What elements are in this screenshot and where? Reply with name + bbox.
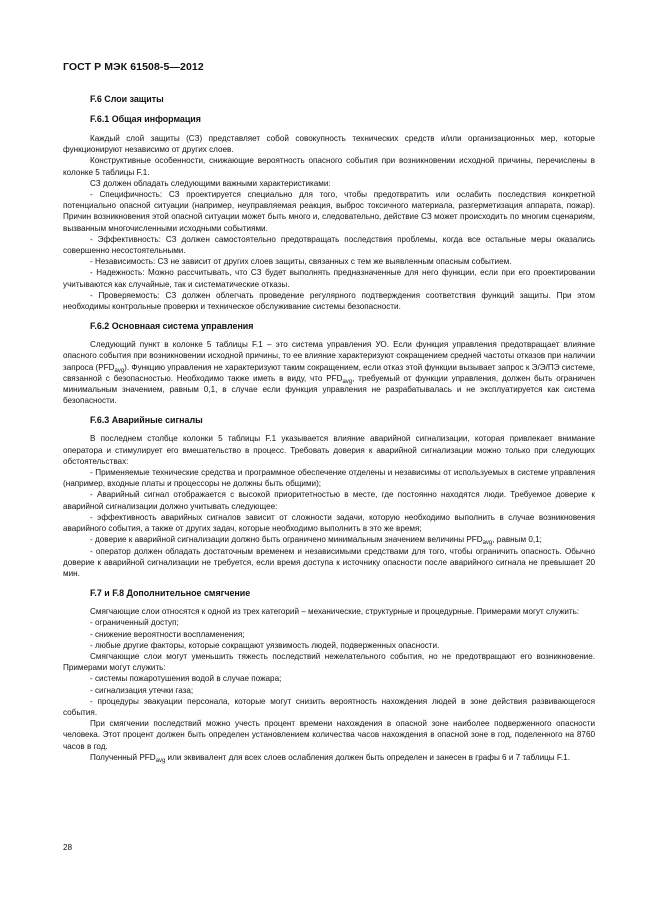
list-item: - системы пожаротушения водой в случае пожара; bbox=[90, 674, 282, 684]
running-header: ГОСТ Р МЭК 61508-5—2012 bbox=[63, 61, 204, 73]
paragraph: СЗ должен обладать следующими важными характеристиками: bbox=[90, 178, 331, 188]
subscript: avg bbox=[342, 378, 353, 385]
subscript: avg bbox=[114, 367, 125, 374]
page-body bbox=[63, 94, 595, 763]
subsection-title-f62: F.6.2 Основнаая система управления bbox=[90, 321, 254, 332]
list-item: - Независимость: СЗ не зависит от других слоев защиты, связанных с тем же выявленным опасным событием. bbox=[90, 257, 512, 267]
paragraph: Смягчающие слои могут уменьшить тяжесть последствий нежелательного события, но не предотвращают его возникновение. Примерами могут служить: bbox=[63, 651, 595, 673]
list-item: - любые другие факторы, которые сокращают уязвимость людей, подверженных опасности. bbox=[90, 640, 440, 650]
paragraph: В последнем столбце колонки 5 таблицы F.1 указывается влияние аварийной сигнализации, которая привлекает внимание оператора и стимулирует его вмешательство в процесс. Требовать доверия к аварийной сигнализации можно только при следующих обстоятельствах: bbox=[63, 434, 595, 466]
list-item: - Специфичность: СЗ проектируется специально для того, чтобы предотвратить или ослабить последствия конкретной потенциально опасной ситуации (например, неуправляемая реакция, выброс токсичного материала, разгерметизация аппарата, пожар). Причин возникновения этой опасной ситуации может быть много и, следовательно, действие СЗ может происходить по многим сценариям, вызванным многочисленными исходными событиями. bbox=[63, 190, 595, 233]
text-run: Полученный PFD bbox=[90, 752, 156, 762]
section-title-f6: F.6 Слои защиты bbox=[90, 94, 164, 104]
text-run: Следующий пункт в колонке 5 таблицы F.1 – это система управления УО. Если функция управления предотвращает влияние опасного события при возникновении исходной причины, то ее влияние характеризуют сокращением средней частоты отказов при наличии запроса (PFD bbox=[63, 340, 595, 372]
list-item: - снижение вероятности воспламенения; bbox=[90, 629, 245, 639]
list-item: - Проверяемость: СЗ должен облегчать проведение регулярного подтверждения соответствия функций защиты. При этом необходимы контрольные проверки и техническое обслуживание системы безопасности. bbox=[63, 290, 595, 312]
list-item bbox=[63, 534, 595, 545]
text-run: - доверие к аварийной сигнализации должно быть ограничено минимальным значением величины PFD bbox=[90, 535, 483, 545]
section-title-f78: F.7 и F.8 Дополнительное смягчение bbox=[90, 588, 251, 599]
list-item: - ограниченный доступ; bbox=[90, 618, 179, 628]
text-run: , требуемый от функции управления, должен быть ограничен минимальным значением, равным 0,1, в случае если функция управления не разрабатывалась и не эксплуатируется как система безопасности. bbox=[63, 373, 595, 406]
paragraph bbox=[63, 339, 595, 406]
text-run: или эквивалент для всех слоев ослабления должен быть определен и занесен в графы 6 и 7 таблицы F.1. bbox=[165, 752, 570, 762]
text-run: ). Функцию управления не характеризуют таким сокращением, если отказ этой функции вызывает запрос к Э/Э/ПЭ системе, связанной с безопасностью. Необходимо также иметь в виду, что PFD bbox=[63, 362, 595, 383]
list-item: - процедуры эвакуации персонала, которые могут снизить вероятность нахождения людей в зоне действия развивающегося события. bbox=[63, 696, 595, 717]
list-item: - Надежность: Можно рассчитывать, что СЗ будет выполнять предназначенные для него функции, если при его проектировании учитываются как случайные, так и систематические отказы. bbox=[63, 268, 595, 289]
page-number: 28 bbox=[63, 843, 73, 852]
paragraph: Смягчающие слои относятся к одной из трех категорий – механические, структурные и процедурные. Примерами могут служить: bbox=[90, 607, 580, 617]
list-item: - эффективность аварийных сигналов зависит от сложности задачи, которую необходимо выполнить в случае возникновения аварийного события, а также от других задач, которые необходимо выполнить в это же время; bbox=[63, 512, 595, 534]
list-item: - Применяемые технические средства и программное обеспечение отделены и независимы от используемых в системе управления (например, входные платы и процессоры не должны быть общими); bbox=[63, 468, 595, 489]
subsection-title-f61: F.6.1 Общая информация bbox=[90, 114, 201, 124]
list-item: - сигнализация утечки газа; bbox=[90, 685, 194, 695]
list-item: - Эффективность: СЗ должен самостоятельно предотвращать последствия проблемы, когда все остальные меры оказались совершенно несостоятельными. bbox=[63, 234, 595, 256]
subscript: avg bbox=[482, 540, 493, 547]
paragraph: При смягчении последствий можно учесть процент времени нахождения в опасной зоне наиболее подверженного опасности человека. Этот процент должен быть определен установлением количества часов нахождения в опасной зоне в год, поделенного на 8760 часов в год. bbox=[63, 719, 595, 751]
paragraph bbox=[63, 752, 595, 763]
subscript: avg bbox=[155, 757, 166, 764]
paragraph: Каждый слой защиты (СЗ) представляет собой совокупность технических средств и/или организационных мер, которые функционируют независимо от других слоев. bbox=[63, 134, 595, 155]
list-item: - оператор должен обладать достаточным временем и независимыми средствами для того, чтобы ограничить опасность. Обычно доверие к аварийной сигнализации не требуется, если время доступа к источнику опасности после аварийного сигнала не превышает 20 мин. bbox=[63, 546, 595, 578]
text-run: , равным 0,1; bbox=[492, 535, 542, 545]
paragraph: Конструктивные особенности, снижающие вероятность опасного события при возникновении исходной причины, перечислены в колонке 5 таблицы F.1. bbox=[63, 156, 595, 177]
subsection-title-f63: F.6.3 Аварийные сигналы bbox=[90, 415, 203, 426]
list-item: - Аварийный сигнал отображается с высокой приоритетностью в месте, где постоянно находятся люди. Требуемое доверие к аварийной сигнализации должно учитывать следующее: bbox=[63, 490, 595, 511]
